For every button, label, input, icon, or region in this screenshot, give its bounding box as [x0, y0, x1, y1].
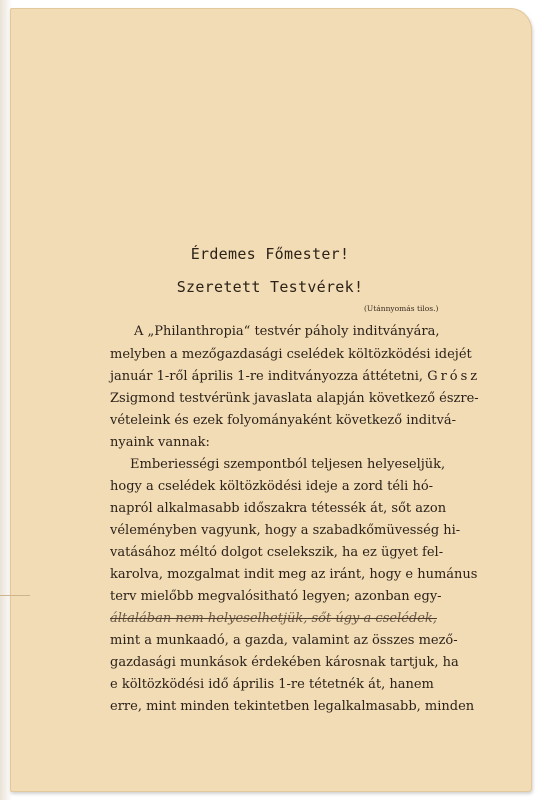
paragraph-2-line-1: Emberiességi szempontból teljesen helyeseljük,	[130, 457, 446, 472]
paragraph-2-line-5: vatásához méltó dolgot cselekszik, ha ez ügyet fel-	[110, 545, 444, 560]
name-grosz: Grósz	[427, 369, 481, 384]
paragraph-1-line-5: vételeink és ezek folyományaként következő inditvá-	[110, 413, 456, 428]
paragraph-2-line-4: véleményben vagyunk, hogy a szabadkőmüvesség hi-	[110, 523, 461, 538]
salutation-grand-master: Érdemes Főmester!	[190, 245, 350, 263]
paragraph-1-line-6: nyaink vannak:	[110, 435, 210, 450]
paragraph-2-line-12: erre, mint minden tekintetben legalkalmasabb, minden	[110, 699, 475, 714]
page-fold-mark	[0, 595, 30, 596]
paragraph-2-line-6: karolva, mozgalmat indit meg az iránt, hogy e humánus	[110, 567, 478, 582]
paragraph-1-line-1: A „Philanthropia“ testvér páholy inditványára,	[134, 324, 440, 339]
salutation-brothers: Szeretett Testvérek!	[176, 278, 364, 296]
paragraph-2-line-3: napról alkalmasabb időszakra tétessék át, sőt azon	[110, 501, 447, 516]
paragraph-1-line-3-text: január 1-ről április 1-re inditványozza áttétetni,	[110, 369, 424, 384]
paragraph-2-line-7: terv mielőbb megvalósitható legyen; azonban egy-	[110, 589, 442, 604]
paragraph-2-line-2: hogy a cselédek költözködési ideje a zord téli hó-	[110, 479, 434, 494]
paragraph-2-line-9: mint a munkaadó, a gazda, valamint az összes mező-	[110, 633, 458, 648]
paragraph-2-line-10: gazdasági munkások érdekében károsnak tartjuk, ha	[110, 655, 459, 670]
paragraph-2-line-8-struck: általában nem helyeselhetjük, sőt úgy a cselédek,	[110, 611, 437, 626]
reprint-notice: (Utánnyomás tilos.)	[364, 304, 439, 313]
paragraph-1-line-2: melyben a mezőgazdasági cselédek költözködési idejét	[110, 347, 472, 362]
paragraph-1-line-4: Zsigmond testvérünk javaslata alapján következő észre-	[110, 391, 479, 406]
paragraph-1-line-3	[110, 368, 481, 386]
paragraph-2-line-11: e költözködési idő április 1-re tétetnék át, hanem	[110, 677, 434, 692]
